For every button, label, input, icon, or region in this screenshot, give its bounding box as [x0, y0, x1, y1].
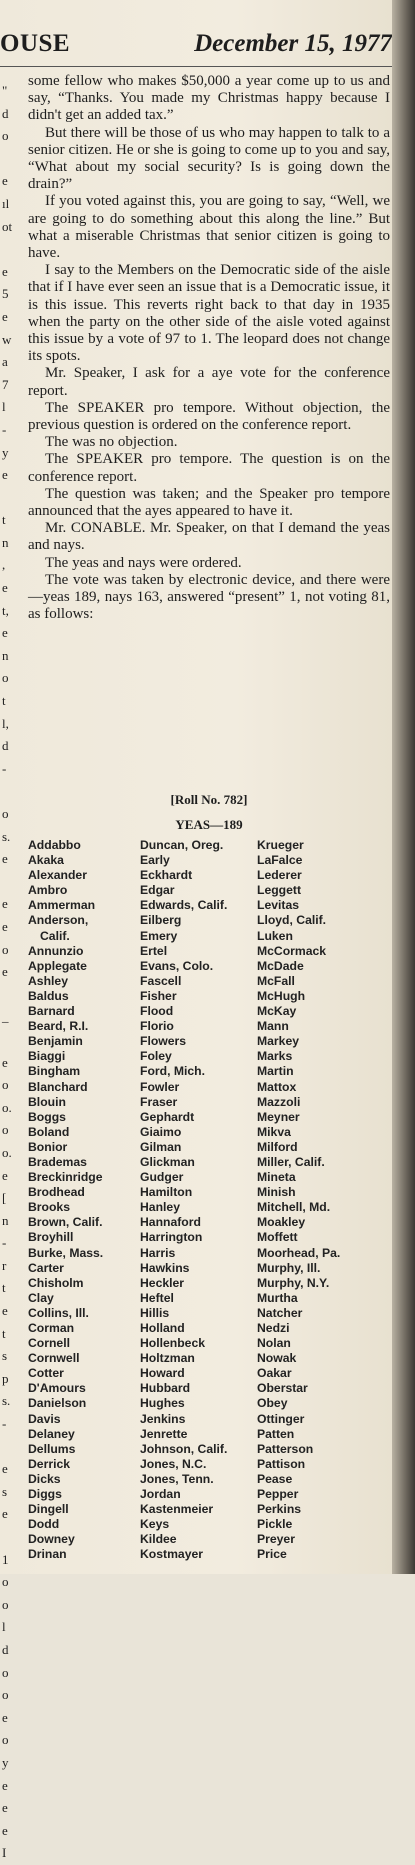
member-name: Keys: [140, 1517, 170, 1532]
member-name: Hannaford: [140, 1215, 201, 1230]
member-name: Murphy, N.Y.: [257, 1275, 330, 1290]
fragment-char: o.: [2, 1144, 12, 1160]
member-name: Kostmayer: [140, 1547, 203, 1562]
member-name: Clay: [28, 1290, 54, 1305]
article-paragraph: The SPEAKER pro tempore. Without objection, the previous question is ordered on the conference report.: [28, 399, 390, 434]
member-name: Martin: [257, 1064, 294, 1079]
fragment-char: -: [2, 1235, 7, 1251]
member-name: Hillis: [140, 1305, 170, 1320]
article-paragraph: The vote was taken by electronic device, and there were—yeas 189, nays 163, answered “present” 1, not voting 81, as follows:: [28, 571, 390, 623]
fragment-char: o: [2, 1077, 9, 1093]
member-name: Flowers: [140, 1034, 187, 1049]
member-name: Moorhead, Pa.: [257, 1245, 341, 1260]
member-name: Edgar: [140, 883, 175, 898]
header-section-fragment: OUSE: [0, 30, 71, 57]
fragment-char: e: [2, 1506, 8, 1522]
member-name: Milford: [257, 1139, 298, 1154]
fragment-char: n: [2, 647, 9, 663]
fragment-char: o.: [2, 1099, 12, 1115]
fragment-char: o: [2, 1687, 9, 1703]
member-name: Fraser: [140, 1094, 178, 1109]
member-name: Moakley: [257, 1215, 306, 1230]
fragment-char: s: [2, 1348, 8, 1364]
fragment-char: e: [2, 263, 8, 279]
member-name: Applegate: [28, 958, 87, 973]
member-name: Hamilton: [140, 1185, 193, 1200]
member-name: Price: [257, 1547, 287, 1562]
member-name: Chisholm: [28, 1275, 84, 1290]
member-name: Brown, Calif.: [28, 1215, 103, 1230]
member-name: Ambro: [28, 883, 68, 898]
member-name: Eckhardt: [140, 868, 193, 883]
fragment-char: [2, 148, 18, 171]
member-name: Akaka: [28, 853, 64, 868]
member-name: Edwards, Calif.: [140, 898, 228, 913]
fragment-char: l,: [2, 715, 9, 731]
member-name: Dicks: [28, 1471, 61, 1486]
member-name: Heckler: [140, 1275, 185, 1290]
member-name: Marks: [257, 1049, 293, 1064]
member-name: Preyer: [257, 1532, 295, 1547]
member-name: Ford, Mich.: [140, 1064, 205, 1079]
member-name: Jordan: [140, 1487, 181, 1502]
member-name: Fowler: [140, 1079, 180, 1094]
member-name: Harris: [140, 1245, 176, 1260]
member-name: Jenrette: [140, 1426, 188, 1441]
fragment-char: o: [2, 128, 9, 144]
fragment-char: y: [2, 444, 9, 460]
article-paragraph: The question was taken; and the Speaker pro tempore announced that the ayes appeared to have it.: [28, 485, 390, 520]
fragment-char: e: [2, 467, 8, 483]
member-name: Calif.: [40, 928, 70, 943]
member-name: Jones, N.C.: [140, 1456, 207, 1471]
fragment-char: e: [2, 1167, 8, 1183]
fragment-char: -: [2, 421, 7, 437]
member-name: Addabbo: [28, 838, 81, 852]
fragment-char: t,: [2, 602, 9, 618]
fragment-char: e: [2, 580, 8, 596]
member-name: McFall: [257, 973, 295, 988]
member-name: Glickman: [140, 1154, 195, 1169]
member-name: Markey: [257, 1034, 300, 1049]
fragment-char: e: [2, 308, 8, 324]
member-name: Mineta: [257, 1170, 296, 1185]
member-name: Meyner: [257, 1109, 300, 1124]
member-name: Barnard: [28, 1004, 75, 1019]
binding-gutter: [392, 0, 415, 1574]
roll-call-heading: [Roll No. 782]: [170, 792, 248, 807]
fragment-char: p: [2, 1370, 9, 1386]
member-name: Downey: [28, 1532, 75, 1547]
fragment-char: [2, 871, 18, 894]
fragment-char: e: [2, 173, 8, 189]
member-name: Gilman: [140, 1139, 182, 1154]
member-name: Blouin: [28, 1094, 66, 1109]
member-name: Pattison: [257, 1456, 306, 1471]
fragment-char: ot: [2, 218, 13, 234]
member-name: Perkins: [257, 1502, 302, 1517]
fragment-char: [2, 1526, 18, 1549]
fragment-char: w: [2, 331, 12, 347]
member-name: Collins, Ill.: [28, 1305, 89, 1320]
article-paragraph: I say to the Members on the Democratic side of the aisle that if I have ever seen an issue that is a Democratic issue, it is this issue. This reverts right back to that day in 1935 when the party on the other side of the aisle voted against this issue by a vote of 97 to 1. The leopard does not change its spots.: [28, 262, 390, 365]
member-name: Drinan: [28, 1547, 67, 1562]
member-name: Cornell: [28, 1336, 70, 1351]
member-name: Heftel: [140, 1290, 174, 1305]
member-name: Hawkins: [140, 1260, 190, 1275]
member-name: Danielson: [28, 1396, 87, 1411]
member-name: Boggs: [28, 1109, 66, 1124]
fragment-char: l: [2, 1619, 6, 1635]
names-column-1: [28, 838, 138, 1563]
member-name: McKay: [257, 1004, 297, 1019]
fragment-char: [2, 1029, 18, 1052]
fragment-char: -: [2, 760, 7, 776]
member-name: Benjamin: [28, 1034, 83, 1049]
article-paragraph: If you voted against this, you are going to say, “Well, we are going to do something about this along the line.” But what a miserable Christmas that senior citizen is going to have.: [28, 193, 390, 262]
fragment-char: o: [2, 941, 9, 957]
member-name: Gephardt: [140, 1109, 195, 1124]
fragment-char: o: [2, 806, 9, 821]
member-name: Leggett: [257, 883, 302, 898]
member-name: Carter: [28, 1260, 64, 1275]
member-name: Minish: [257, 1185, 296, 1200]
fragment-char: t: [2, 1280, 6, 1296]
member-name: Hubbard: [140, 1381, 191, 1396]
fragment-char: t: [2, 1325, 6, 1341]
article-paragraph: The was no objection.: [45, 434, 178, 451]
member-name: Dodd: [28, 1517, 60, 1532]
article-paragraph: Mr. CONABLE. Mr. Speaker, on that I demand the yeas and nays.: [28, 520, 390, 554]
member-name: Early: [140, 853, 170, 868]
member-name: Lederer: [257, 868, 302, 883]
member-name: Oberstar: [257, 1381, 308, 1396]
member-name: Howard: [140, 1366, 185, 1381]
fragment-char: t: [2, 512, 6, 528]
fragment-char: e: [2, 1822, 8, 1838]
fragment-char: o: [2, 1732, 9, 1748]
member-name: Murtha: [257, 1290, 298, 1305]
member-name: Kildee: [140, 1532, 177, 1547]
fragment-char: e: [2, 851, 8, 867]
member-name: Lloyd, Calif.: [257, 913, 327, 928]
fragment-char: e: [2, 1777, 8, 1793]
fragment-char: d: [2, 738, 9, 754]
fragment-char: 7: [2, 376, 9, 392]
fragment-char: ,: [2, 557, 6, 573]
member-name: Ottinger: [257, 1411, 305, 1426]
fragment-char: [: [2, 1190, 7, 1206]
member-name: Duncan, Oreg.: [140, 838, 224, 852]
fragment-char: ": [2, 83, 8, 98]
member-name: Luken: [257, 928, 293, 943]
fragment-char: e: [2, 1461, 8, 1477]
fragment-char: e: [2, 1303, 8, 1319]
member-name: Brademas: [28, 1154, 87, 1169]
member-name: Diggs: [28, 1487, 62, 1502]
fragment-char: e: [2, 1709, 8, 1725]
fragment-char: y: [2, 1754, 9, 1770]
member-name: Miller, Calif.: [257, 1154, 325, 1169]
fragment-char: d: [2, 105, 9, 121]
member-name: Breckinridge: [28, 1170, 103, 1185]
fragment-char: -: [2, 1416, 7, 1432]
member-name: Obey: [257, 1396, 288, 1411]
member-name: Hanley: [140, 1200, 180, 1215]
member-name: Ammerman: [28, 898, 96, 913]
member-name: Natcher: [257, 1305, 303, 1320]
member-name: Pepper: [257, 1487, 299, 1502]
article-paragraph: some fellow who makes $50,000 a year come up to us and say, “Thanks. You made my Christmas happy because I didn't get an added tax.”: [28, 73, 390, 124]
fragment-char: n: [2, 1212, 9, 1228]
member-name: Jones, Tenn.: [140, 1471, 214, 1486]
fragment-char: ıl: [2, 195, 10, 211]
fragment-char: t: [2, 693, 6, 709]
member-name: Brooks: [28, 1200, 70, 1215]
fragment-char: [2, 487, 18, 510]
member-name: Johnson, Calif.: [140, 1441, 228, 1456]
fragment-char: l: [2, 399, 6, 415]
fragment-char: e: [2, 1054, 8, 1070]
member-name: McCormack: [257, 943, 327, 958]
member-name: Mazzoli: [257, 1094, 301, 1109]
yeas-heading: YEAS—189: [175, 817, 243, 832]
member-name: Annunzio: [28, 943, 84, 958]
member-name: Ashley: [28, 973, 68, 988]
member-name: Bonior: [28, 1139, 68, 1154]
fragment-char: r: [2, 1257, 7, 1273]
member-name: Burke, Mass.: [28, 1245, 104, 1260]
member-name: Patten: [257, 1426, 295, 1441]
header-rule: [0, 66, 392, 67]
member-name: Holland: [140, 1321, 185, 1335]
member-name: Jenkins: [140, 1411, 186, 1426]
article-paragraph: The SPEAKER pro tempore. The question is on the conference report.: [28, 451, 390, 485]
fragment-char: e: [2, 896, 8, 912]
fragment-char: o: [2, 1664, 9, 1680]
fragment-char: d: [2, 1641, 9, 1657]
member-name: Derrick: [28, 1456, 71, 1471]
fragment-char: [2, 1436, 18, 1459]
member-name: Nolan: [257, 1336, 291, 1351]
member-name: Flood: [140, 1004, 174, 1019]
fragment-char: o: [2, 670, 9, 686]
left-column-fragments: [2, 80, 18, 1865]
member-name: Blanchard: [28, 1079, 88, 1094]
member-name: Mattox: [257, 1079, 297, 1094]
member-name: Davis: [28, 1411, 61, 1426]
fragment-char: [2, 984, 18, 1007]
member-name: Nowak: [257, 1351, 297, 1366]
fragment-char: [2, 238, 18, 261]
fragment-char: o: [2, 1122, 9, 1138]
fragment-char: I: [2, 1845, 7, 1861]
member-name: Mitchell, Md.: [257, 1200, 331, 1215]
article-paragraph: Mr. Speaker, I ask for a aye vote for the conference report.: [28, 365, 390, 399]
member-name: Krueger: [257, 838, 304, 852]
member-name: Fascell: [140, 973, 182, 988]
member-name: Mikva: [257, 1124, 291, 1139]
member-name: Cotter: [28, 1366, 64, 1381]
fragment-char: s.: [2, 1393, 11, 1409]
member-name: D'Amours: [28, 1381, 86, 1396]
member-name: Hollenbeck: [140, 1336, 206, 1351]
fragment-char: s.: [2, 828, 11, 844]
member-name: Pease: [257, 1471, 293, 1486]
header-date: December 15, 1977: [194, 30, 392, 57]
fragment-char: a: [2, 354, 8, 370]
member-name: Bingham: [28, 1064, 81, 1079]
member-name: McDade: [257, 958, 304, 973]
member-name: Nedzi: [257, 1321, 290, 1335]
fragment-char: e: [2, 625, 8, 641]
member-name: Baldus: [28, 988, 69, 1003]
fragment-char: 1: [2, 1551, 9, 1567]
member-name: Murphy, Ill.: [257, 1260, 321, 1275]
member-name: Boland: [28, 1124, 70, 1139]
article-paragraph: But there will be those of us who may happen to talk to a senior citizen. He or she is going to come up to you and say, “What about my social security? Is is going down the drain?”: [28, 124, 390, 193]
fragment-char: o: [2, 1596, 9, 1612]
member-name: McHugh: [257, 988, 306, 1003]
fragment-char: 5: [2, 286, 9, 302]
fragment-char: e: [2, 918, 8, 934]
fragment-char: n: [2, 534, 9, 550]
page-header: [0, 30, 392, 64]
member-name: Delaney: [28, 1426, 75, 1441]
member-name: Levitas: [257, 898, 300, 913]
member-name: Alexander: [28, 868, 87, 883]
member-name: Harrington: [140, 1230, 203, 1245]
member-name: Dingell: [28, 1502, 69, 1517]
member-name: Dellums: [28, 1441, 76, 1456]
member-name: Moffett: [257, 1230, 298, 1245]
member-name: Gudger: [140, 1170, 184, 1185]
article-body: [28, 73, 390, 624]
member-name: Florio: [140, 1019, 174, 1034]
fragment-char: e: [2, 964, 8, 980]
member-name: Kastenmeier: [140, 1502, 214, 1517]
article-paragraph: The yeas and nays were ordered.: [45, 554, 242, 571]
member-name: Pickle: [257, 1517, 293, 1532]
names-column-3: [257, 838, 392, 1563]
member-name: Giaimo: [140, 1124, 182, 1139]
member-name: Broyhill: [28, 1230, 74, 1245]
member-name: Beard, R.I.: [28, 1019, 89, 1034]
member-name: Oakar: [257, 1366, 292, 1381]
member-name: Patterson: [257, 1441, 314, 1456]
member-name: Fisher: [140, 988, 177, 1003]
fragment-char: e: [2, 1800, 8, 1816]
member-name: Ertel: [140, 943, 168, 958]
member-name: Foley: [140, 1049, 172, 1064]
fragment-char: o: [2, 1574, 9, 1590]
member-name: Hughes: [140, 1396, 185, 1411]
member-name: LaFalce: [257, 853, 303, 868]
member-name: Anderson,: [28, 913, 89, 928]
member-name: Brodhead: [28, 1185, 85, 1200]
names-column-2: [140, 838, 255, 1563]
fragment-char: s: [2, 1483, 8, 1499]
member-name: Evans, Colo.: [140, 958, 214, 973]
member-name: Corman: [28, 1321, 75, 1335]
member-name: Mann: [257, 1019, 289, 1034]
fragment-char: [2, 780, 18, 803]
member-name: Emery: [140, 928, 178, 943]
member-name: Holtzman: [140, 1351, 195, 1366]
member-name: Eilberg: [140, 913, 182, 928]
fragment-char: _: [2, 1009, 9, 1025]
member-name: Biaggi: [28, 1049, 66, 1064]
member-name: Cornwell: [28, 1351, 80, 1366]
